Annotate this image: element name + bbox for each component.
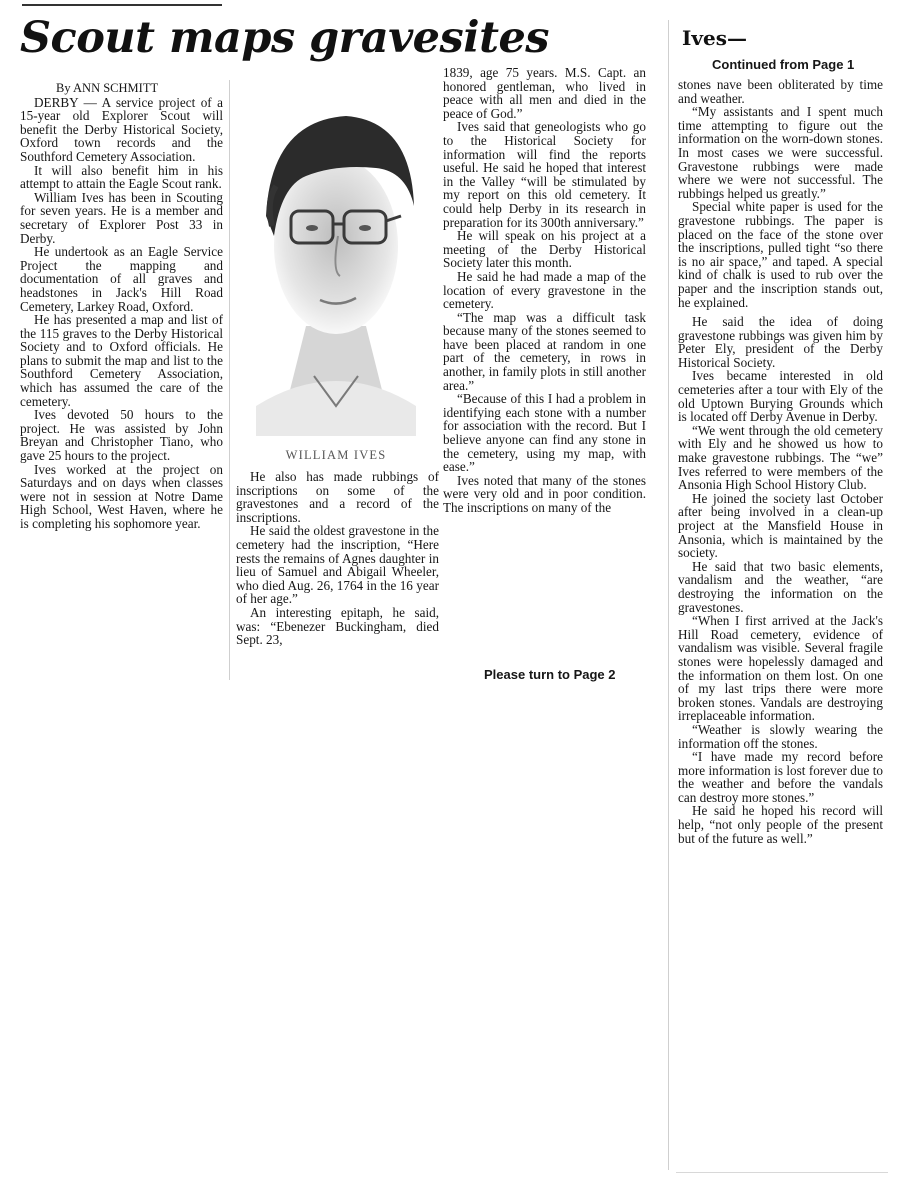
byline: By ANN SCHMITT	[56, 81, 159, 95]
paragraph: He undertook as an Eagle Service Project the mapping and documentation of all graves and headstones in Jack's Hill Road Cemetery, Larkey Road, Oxford.	[20, 244, 223, 314]
column-rule	[229, 80, 230, 680]
paragraph: “The map was a difficult task because many of the stones seemed to have been placed at random in one part of the cemetery, in rows in another, in family plots in still another area.”	[443, 309, 646, 393]
paragraph: He has presented a map and list of the 115 graves to the Derby Historical Society and to Oxford officials. He plans to submit the map and list to the Southford Cemetery Association, which has assumed the care of the cemetery.	[20, 312, 223, 409]
paragraph: “We went through the old cemetery with Ely and he showed us how to make gravestone rubbings. The “we” Ives referred to were members of the Ansonia High School History Club.	[678, 422, 883, 493]
article-column-3	[443, 66, 646, 515]
paragraph: “Because of this I had a problem in identifying each stone with a number for association with the record. But I believe anyone can find any stone in the cemetery, using my map, with ease.”	[443, 391, 646, 475]
paragraph: It will also benefit him in his attempt to attain the Eagle Scout rank.	[20, 162, 223, 192]
continued-from-label: Continued from Page 1	[712, 57, 855, 72]
paragraph: Ives devoted 50 hours to the project. He was assisted by John Breyan and Christopher Tiano, who gave 25 hours to the project.	[20, 407, 223, 464]
paragraph: He will speak on his project at a meeting of the Derby Historical Society later this month.	[443, 228, 646, 271]
paragraph: “I have made my record before more information is lost forever due to the weather and before the vandals can destroy more stones.”	[678, 749, 883, 805]
turn-to-page-label: Please turn to Page 2	[484, 667, 616, 682]
top-rule	[22, 4, 222, 6]
paragraph: Ives noted that many of the stones were very old and in poor condition. The inscriptions on many of the	[443, 472, 646, 515]
paragraph: “My assistants and I spent much time attempting to figure out the information on the worn-down stones. In most cases we were successful. Gravestone rubbings were made where we were not successful. The rubbings helped us greatly.”	[678, 104, 883, 201]
paragraph: “Weather is slowly wearing the information off the stones.	[678, 721, 883, 751]
column-rule	[668, 20, 669, 1170]
headline: Scout maps gravesites	[20, 13, 550, 63]
paragraph: DERBY — A service project of a 15-year old Explorer Scout will benefit the Derby Historical Society, Oxford town records and the Southford Cemetery Association.	[20, 94, 223, 164]
paragraph: stones nave been obliterated by time and weather.	[678, 77, 883, 106]
jump-heading: Ives—	[682, 26, 747, 50]
paragraph: An interesting epitaph, he said, was: “Ebenezer Buckingham, died Sept. 23,	[236, 604, 439, 648]
paragraph: He said he hoped his record will help, “not only people of the present but of the future as well.”	[678, 803, 883, 846]
paragraph: Ives said that geneologists who go to the Historical Society for information will find the reports useful. He said he hoped that interest in the Valley “will be stimulated by my report on this old cemetery. It could help Derby in its research in preparation for its 300th anniversary.”	[443, 119, 646, 230]
bottom-rule	[676, 1172, 888, 1173]
paragraph: Ives worked at the project on Saturdays and on days when classes were not in session at Notre Dame High School, West Haven, where he is completing his sophomore year.	[20, 461, 223, 531]
paragraph: He also has made rubbings of inscriptions on some of the gravestones and a record of the inscriptions.	[236, 469, 439, 525]
paragraph: He joined the society last October after being involved in a clean-up project at the Mansfield House in Ansonia, which is maintained by the society.	[678, 490, 883, 561]
paragraph: William Ives has been in Scouting for seven years. He is a member and secretary of Explorer Post 33 in Derby.	[20, 189, 223, 246]
paragraph: He said the idea of doing gravestone rubbings was given him by Peter Ely, president of the Derby Historical Society.	[678, 314, 883, 370]
paragraph: Special white paper is used for the gravestone rubbings. The paper is placed on the face of the stone over the inscriptions, pulled tight “so there is no air space,” and taped. A special kind of chalk is used to rub over the paper and the inscription stands out, he explained.	[678, 199, 883, 310]
article-column-2	[236, 470, 439, 647]
paragraph: Ives became interested in old cemeteries after a tour with Ely of the old Uptown Burying Grounds which is located off Derby Avenue in Derby.	[678, 368, 883, 425]
portrait-illustration	[236, 76, 436, 436]
paragraph: 1839, age 75 years. M.S. Capt. an honored gentleman, who lived in peace with all men and died in the peace of God.”	[443, 65, 646, 121]
paragraph: He said he had made a map of the location of every gravestone in the cemetery.	[443, 268, 646, 312]
paragraph: “When I first arrived at the Jack's Hill Road cemetery, evidence of vandalism was visible. Several fragile stones were hopelessly damaged and the information on them lost. On one of my last trips there were more broken stones. Vandals are destroying irreplaceable information.	[678, 613, 883, 724]
paragraph: He said that two basic elements, vandalism and the weather, “are destroying the information on the gravestones.	[678, 558, 883, 615]
portrait-photo	[236, 76, 436, 436]
article-column-1	[20, 82, 223, 531]
jump-column	[678, 78, 883, 845]
photo-caption: WILLIAM IVES	[285, 448, 387, 462]
paragraph: He said the oldest gravestone in the cemetery had the inscription, “Here rests the remains of Agnes daughter in lieu of Samuel and Abigail Wheeler, who died Aug. 26, 1764 in the 16 year of her age.”	[236, 523, 439, 607]
